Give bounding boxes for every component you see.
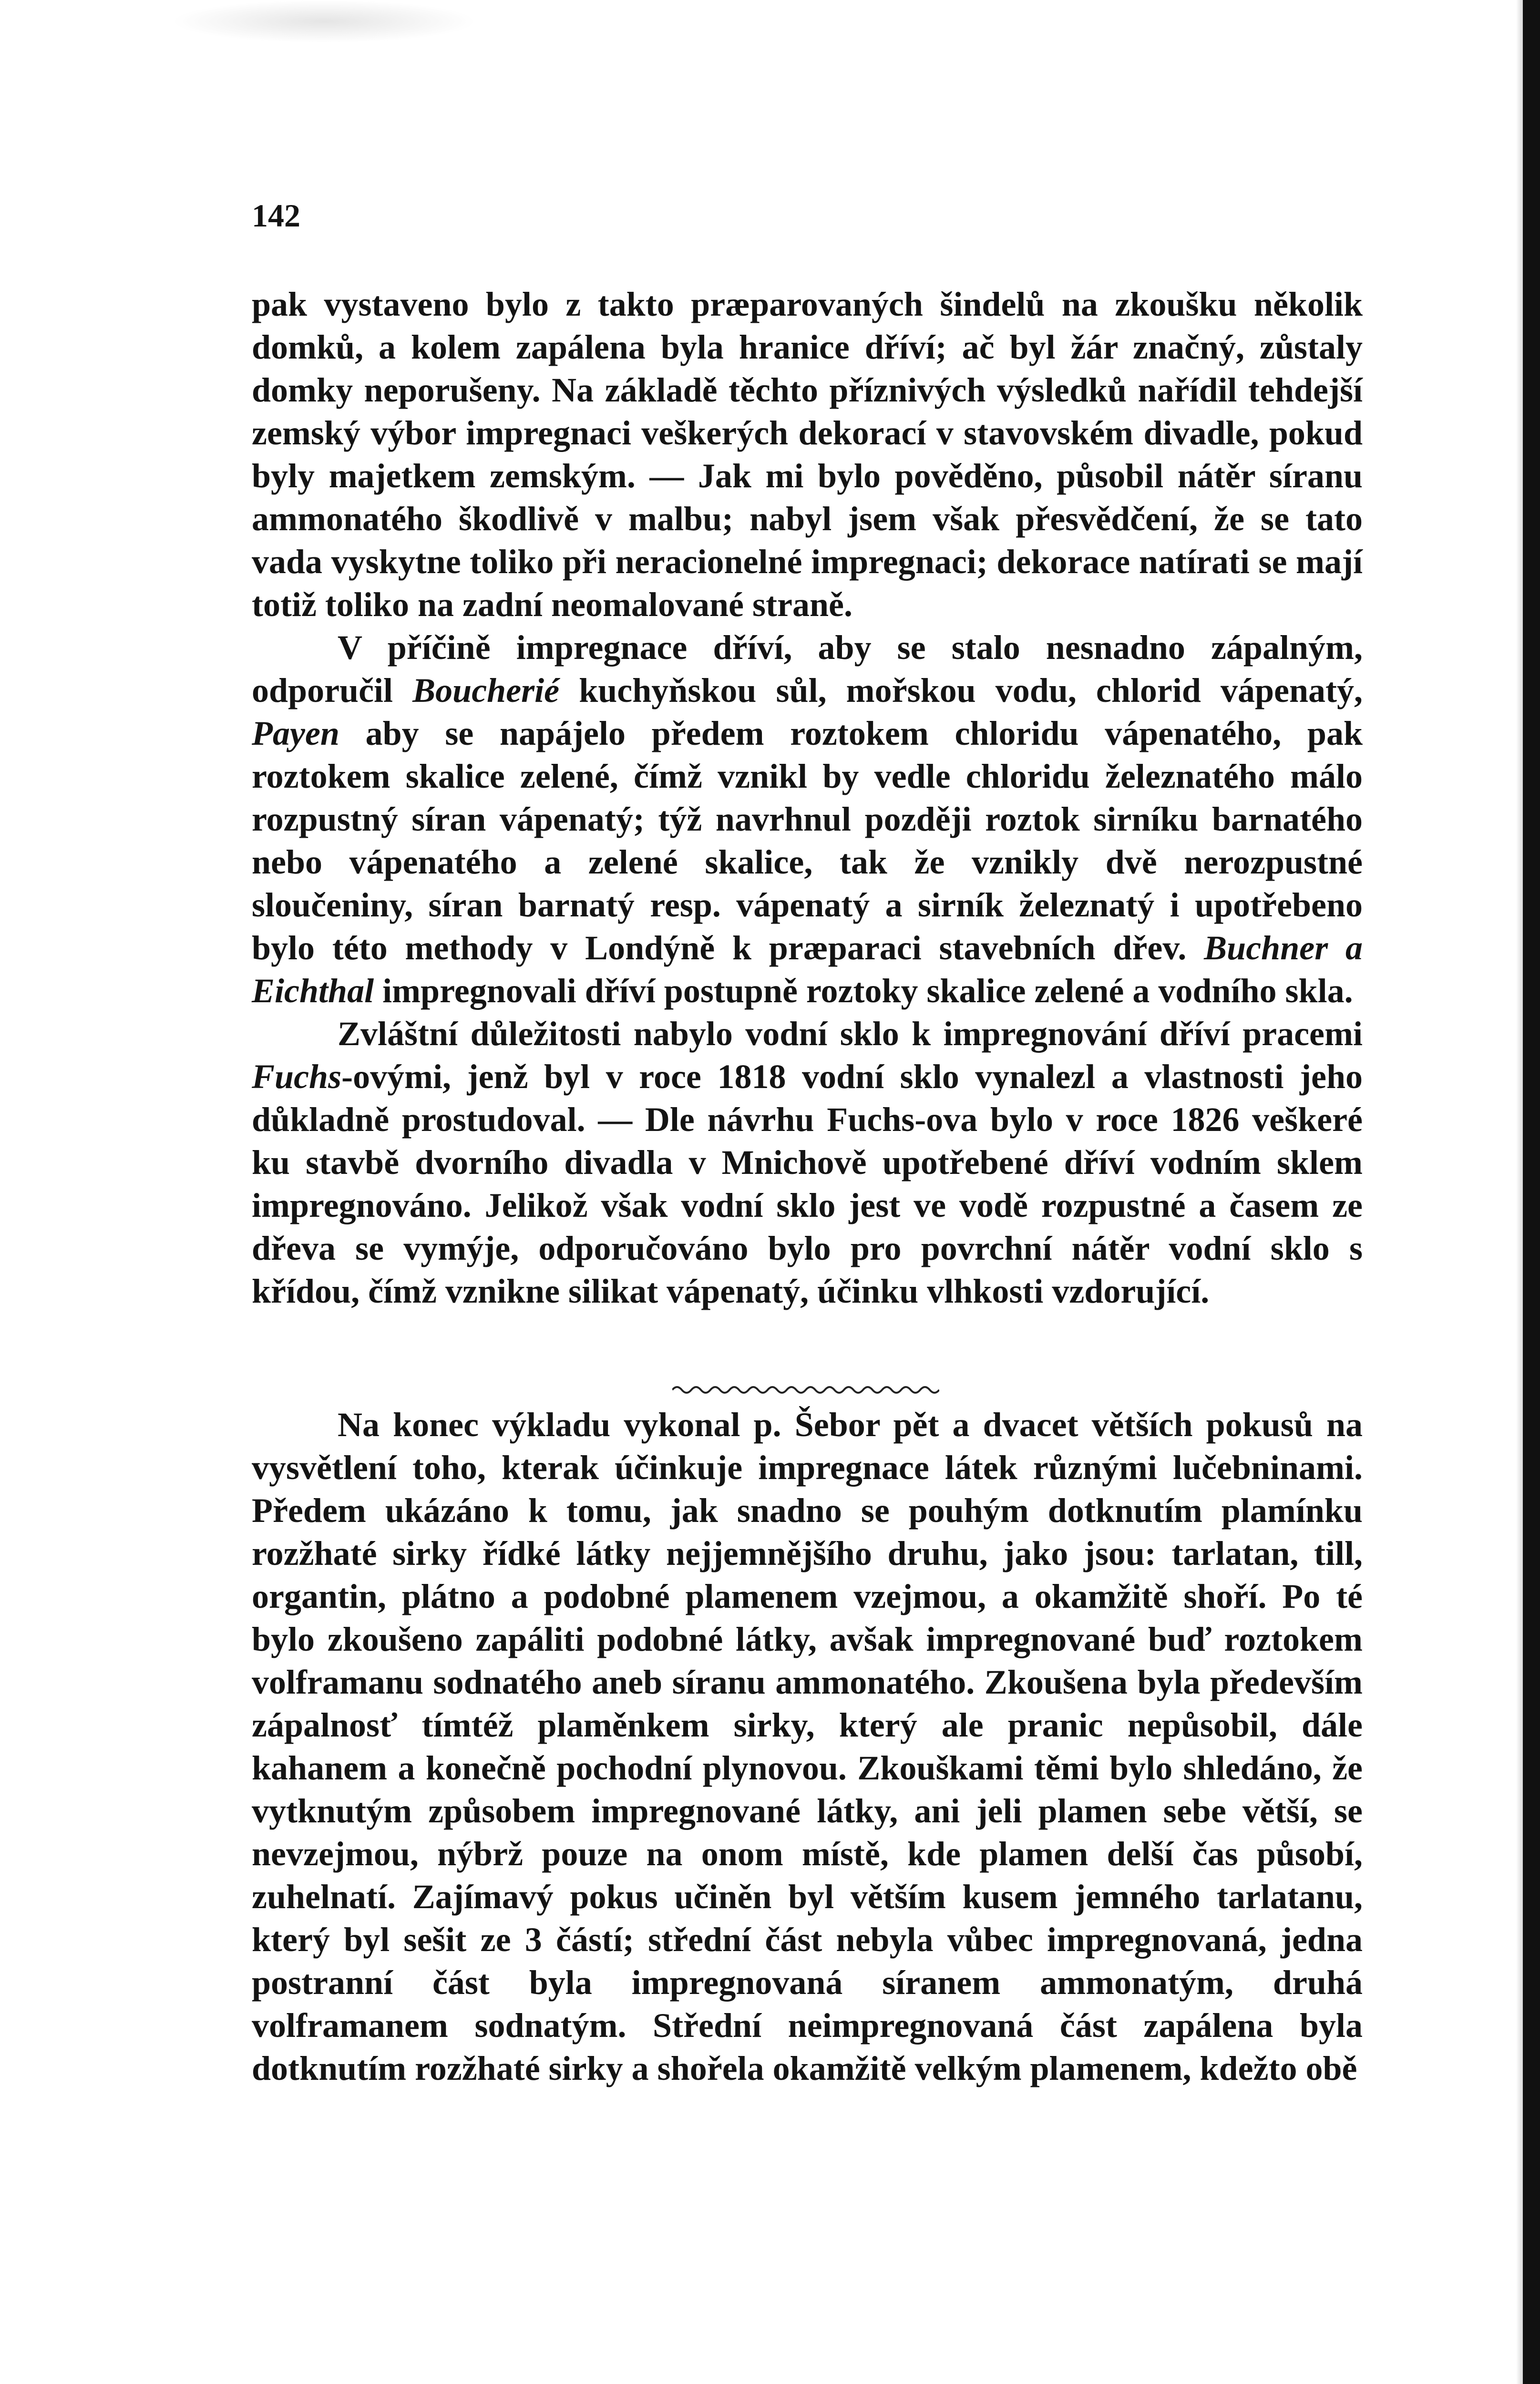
- scan-edge: [1523, 0, 1540, 2384]
- paragraph-3: [252, 1012, 1363, 1313]
- paragraph-4: Na konec výkladu vykonal p. Šebor pět a dvacet větších pokusů na vysvětlení toho, kterak účinkuje impregnace látek různými lučebninami. Předem ukázáno k tomu, jak snadno se pouhým dotknutím plamínku rozžhaté sirky řídké látky nejjemnějšího druhu, jako jsou: tarlatan, till, organtin, plátno a podobné plamenem vzejmou, a okamžitě shoří. Po té bylo zkoušeno zapáliti podobné látky, avšak impregnované buď roztokem volframanu sodnatého aneb síranu ammonatého. Zkoušena byla především zápalnosť tímtéž plaměnkem sirky, který ale pranic nepůsobil, dále kahanem a konečně pochodní plynovou. Zkouškami těmi bylo shledáno, že vytknutým způsobem impregnované látky, ani jeli plamen sebe větší, se nevzejmou, nýbrž pouze na onom místě, kde plamen delší čas působí, zuhelnatí. Zajímavý pokus učiněn byl větším kusem jemného tarlatanu, který byl sešit ze 3 částí; střední část nebyla vůbec impregnovaná, jedna postranní část byla impregnovaná síranem ammonatým, druhá volframanem sodnatým. Střední neimpregnovaná část zapálena byla dotknutím rozžhaté sirky a shořela okamžitě velkým plamenem, kdežto obě: [252, 1406, 1363, 2087]
- paragraph-2: [252, 626, 1363, 1012]
- wavy-divider: [672, 1380, 939, 1399]
- paragraph-2-text-a: V příčině impregnace dříví, aby se stalo nesnadno zápalným, odporučil: [252, 628, 1363, 709]
- author-boucherie: Boucherié: [412, 671, 560, 709]
- author-payen: Payen: [252, 714, 339, 752]
- paragraph-3-text-b: -ovými, jenž byl v roce 1818 vodní sklo vynalezl a vlastnosti jeho důkladně prostudoval. — Dle návrhu Fuchs-ova bylo v roce 1826 veškeré ku stavbě dvorního divadla v Mnichově upotřebené dříví vodním sklem impregnováno. Jelikož však vodní sklo jest ve vodě rozpustné a časem ze dřeva se vymýje, odporučováno bylo pro povrchní nátěr vodní sklo s křídou, čímž vznikne silikat vápenatý, účinku vlhkosti vzdorující.: [252, 1058, 1363, 1310]
- paragraph-1: pak vystaveno bylo z takto præparovaných šindelů na zkoušku několik domků, a kolem zapálena byla hranice dříví; ač byl žár značný, zůstaly domky neporušeny. Na základě těchto příznivých výsledků nařídil tehdejší zemský výbor impregnaci veškerých dekorací v stavovském divadle, pokud byly majetkem zemským. — Jak mi bylo pověděno, působil nátěr síranu ammonatého škodlivě v malbu; nabyl jsem však přesvědčení, že se tato vada vyskytne toliko při neracionelné impregnaci; dekorace natírati se mají totiž toliko na zadní neomalované straně.: [252, 285, 1363, 624]
- section-2: [252, 1403, 1363, 2090]
- paragraph-2-text-b: kuchyňskou sůl, mořskou vodu, chlorid vápenatý,: [559, 671, 1363, 709]
- author-fuchs: Fuchs: [252, 1058, 342, 1096]
- author-buchner-eichthal: Buchner a Eichthal: [252, 929, 1363, 1010]
- paragraph-3-text-a: Zvláštní důležitosti nabylo vodní sklo k impregnování dříví pracemi: [338, 1015, 1363, 1053]
- scan-edge-shadow: [1516, 0, 1523, 2384]
- paragraph-2-text-c: aby se napájelo předem roztokem chloridu vápenatého, pak roztokem skalice zelené, čímž vznikl by vedle chloridu železnatého málo rozpustný síran vápenatý; týž navrhnul později roztok sirníku barnatého nebo vápenatého a zelené skalice, tak že vznikly dvě nerozpustné sloučeniny, síran barnatý resp. vápenatý a sirník železnatý i upotřebeno bylo této methody v Londýně k præparaci stavebních dřev.: [252, 714, 1363, 967]
- paragraph-2-text-d: impregnovali dříví postupně roztoky skalice zelené a vodního skla.: [374, 972, 1353, 1010]
- page-number: 142: [252, 197, 300, 234]
- section-1: [252, 283, 1363, 1313]
- scan-smudge: [172, 0, 477, 43]
